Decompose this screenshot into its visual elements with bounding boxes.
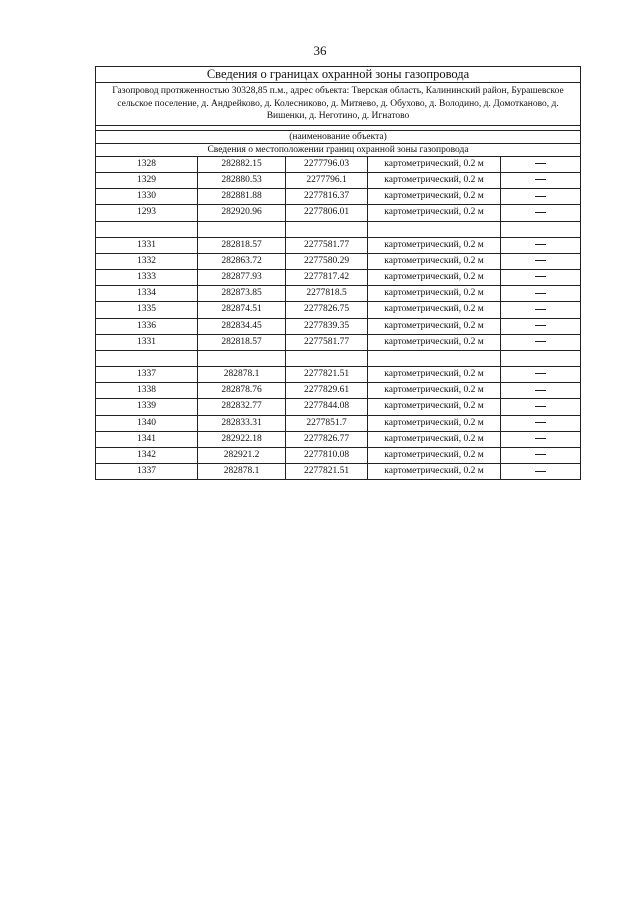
cell-x: 282834.45	[198, 318, 286, 334]
cell-y: 2277851.7	[286, 415, 368, 431]
table-row	[96, 334, 581, 350]
cell-n: 1334	[96, 286, 198, 302]
cell-x: 282818.57	[198, 334, 286, 350]
cell-method: картометрический, 0.2 м	[368, 464, 501, 480]
cell-n: 1341	[96, 431, 198, 447]
cell-method: картометрический, 0.2 м	[368, 318, 501, 334]
cell-note	[501, 286, 581, 302]
dash-mark	[535, 390, 546, 391]
blank-cell	[368, 351, 501, 367]
blank-cell	[286, 351, 368, 367]
cell-n: 1331	[96, 334, 198, 350]
dash-mark	[535, 438, 546, 439]
cell-x: 282920.96	[198, 205, 286, 221]
dash-mark	[535, 260, 546, 261]
cell-note	[501, 302, 581, 318]
cell-x: 282863.72	[198, 253, 286, 269]
dash-mark	[535, 196, 546, 197]
boundary-table	[95, 66, 581, 480]
dash-mark	[535, 276, 546, 277]
table-row	[96, 383, 581, 399]
cell-x: 282873.85	[198, 286, 286, 302]
blank-cell	[198, 351, 286, 367]
table-row	[96, 448, 581, 464]
cell-x: 282921.2	[198, 448, 286, 464]
dash-mark	[535, 406, 546, 407]
cell-n: 1336	[96, 318, 198, 334]
cell-note	[501, 237, 581, 253]
cell-method: картометрический, 0.2 м	[368, 448, 501, 464]
table-row	[96, 156, 581, 172]
cell-y: 2277580.29	[286, 253, 368, 269]
cell-x: 282832.77	[198, 399, 286, 415]
blank-cell	[368, 221, 501, 237]
cell-y: 2277826.77	[286, 431, 368, 447]
table-row	[96, 237, 581, 253]
cell-n: 1331	[96, 237, 198, 253]
cell-x: 282882.15	[198, 156, 286, 172]
cell-note	[501, 156, 581, 172]
cell-n: 1340	[96, 415, 198, 431]
cell-y: 2277581.77	[286, 237, 368, 253]
table-row	[96, 302, 581, 318]
table-title: Сведения о границах охранной зоны газопровода	[96, 67, 581, 83]
cell-x: 282880.53	[198, 172, 286, 188]
table-row	[96, 270, 581, 286]
table-row	[96, 431, 581, 447]
page-number: 36	[313, 43, 327, 58]
cell-x: 282878.1	[198, 367, 286, 383]
object-description: Газопровод протяженностью 30328,85 п.м., адрес объекта: Тверская область, Калининский район, Бурашевское сельское поселение, д. Андрейково, д. Колесниково, д. Митяево, д. Обухово, д. Володино, д. Домотканово, д. Вишенки, д. Неготино, д. Игнатово	[96, 83, 581, 126]
cell-note	[501, 448, 581, 464]
dash-mark	[535, 244, 546, 245]
cell-y: 2277818.5	[286, 286, 368, 302]
cell-n: 1328	[96, 156, 198, 172]
cell-n: 1339	[96, 399, 198, 415]
cell-x: 282874.51	[198, 302, 286, 318]
cell-y: 2277821.51	[286, 367, 368, 383]
cell-method: картометрический, 0.2 м	[368, 334, 501, 350]
cell-y: 2277826.75	[286, 302, 368, 318]
cell-x: 282878.76	[198, 383, 286, 399]
cell-y: 2277844.08	[286, 399, 368, 415]
cell-note	[501, 464, 581, 480]
cell-note	[501, 189, 581, 205]
cell-x: 282833.31	[198, 415, 286, 431]
cell-x: 282878.1	[198, 464, 286, 480]
blank-cell	[501, 351, 581, 367]
cell-method: картометрический, 0.2 м	[368, 189, 501, 205]
dash-mark	[535, 163, 546, 164]
blank-cell	[198, 221, 286, 237]
cell-method: картометрический, 0.2 м	[368, 415, 501, 431]
cell-method: картометрический, 0.2 м	[368, 399, 501, 415]
table-row	[96, 286, 581, 302]
blank-cell	[96, 351, 198, 367]
dash-mark	[535, 179, 546, 180]
cell-method: картометрический, 0.2 м	[368, 237, 501, 253]
cell-method: картометрический, 0.2 м	[368, 156, 501, 172]
table-row	[96, 367, 581, 383]
cell-method: картометрический, 0.2 м	[368, 253, 501, 269]
table-row	[96, 205, 581, 221]
cell-method: картометрический, 0.2 м	[368, 270, 501, 286]
cell-note	[501, 270, 581, 286]
cell-y: 2277810.08	[286, 448, 368, 464]
cell-y: 2277829.61	[286, 383, 368, 399]
cell-y: 2277806.01	[286, 205, 368, 221]
cell-note	[501, 399, 581, 415]
cell-x: 282881.88	[198, 189, 286, 205]
cell-n: 1338	[96, 383, 198, 399]
table-row	[96, 415, 581, 431]
blank-cell	[96, 221, 198, 237]
cell-note	[501, 334, 581, 350]
cell-method: картометрический, 0.2 м	[368, 286, 501, 302]
cell-x: 282877.93	[198, 270, 286, 286]
cell-method: картометрический, 0.2 м	[368, 205, 501, 221]
cell-y: 2277796.03	[286, 156, 368, 172]
cell-method: картометрический, 0.2 м	[368, 172, 501, 188]
cell-note	[501, 318, 581, 334]
cell-method: картометрический, 0.2 м	[368, 431, 501, 447]
cell-y: 2277796.1	[286, 172, 368, 188]
blank-row	[96, 221, 581, 237]
dash-mark	[535, 373, 546, 374]
dash-mark	[535, 325, 546, 326]
cell-note	[501, 415, 581, 431]
dash-mark	[535, 212, 546, 213]
cell-n: 1337	[96, 464, 198, 480]
table-row	[96, 172, 581, 188]
dash-mark	[535, 471, 546, 472]
cell-n: 1332	[96, 253, 198, 269]
cell-n: 1335	[96, 302, 198, 318]
cell-y: 2277816.37	[286, 189, 368, 205]
section-title: Сведения о местоположении границ охранной зоны газопровода	[96, 143, 581, 156]
table-row	[96, 189, 581, 205]
cell-note	[501, 383, 581, 399]
cell-note	[501, 253, 581, 269]
dash-mark	[535, 454, 546, 455]
cell-n: 1329	[96, 172, 198, 188]
cell-x: 282818.57	[198, 237, 286, 253]
table-row	[96, 253, 581, 269]
cell-method: картометрический, 0.2 м	[368, 367, 501, 383]
object-caption: (наименование объекта)	[96, 130, 581, 143]
table-row	[96, 318, 581, 334]
cell-x: 282922.18	[198, 431, 286, 447]
cell-n: 1337	[96, 367, 198, 383]
dash-mark	[535, 309, 546, 310]
cell-note	[501, 205, 581, 221]
title-row	[96, 67, 581, 83]
cell-n: 1333	[96, 270, 198, 286]
cell-y: 2277821.51	[286, 464, 368, 480]
dash-mark	[535, 341, 546, 342]
table-row	[96, 399, 581, 415]
cell-n: 1342	[96, 448, 198, 464]
description-row	[96, 83, 581, 126]
cell-n: 1330	[96, 189, 198, 205]
cell-y: 2277581.77	[286, 334, 368, 350]
table-row	[96, 464, 581, 480]
cell-n: 1293	[96, 205, 198, 221]
dash-mark	[535, 293, 546, 294]
cell-y: 2277839.35	[286, 318, 368, 334]
cell-method: картометрический, 0.2 м	[368, 383, 501, 399]
dash-mark	[535, 422, 546, 423]
cell-note	[501, 431, 581, 447]
cell-note	[501, 172, 581, 188]
blank-row	[96, 351, 581, 367]
blank-cell	[501, 221, 581, 237]
cell-method: картометрический, 0.2 м	[368, 302, 501, 318]
section-row	[96, 143, 581, 156]
caption-row	[96, 130, 581, 143]
cell-y: 2277817.42	[286, 270, 368, 286]
cell-note	[501, 367, 581, 383]
blank-cell	[286, 221, 368, 237]
